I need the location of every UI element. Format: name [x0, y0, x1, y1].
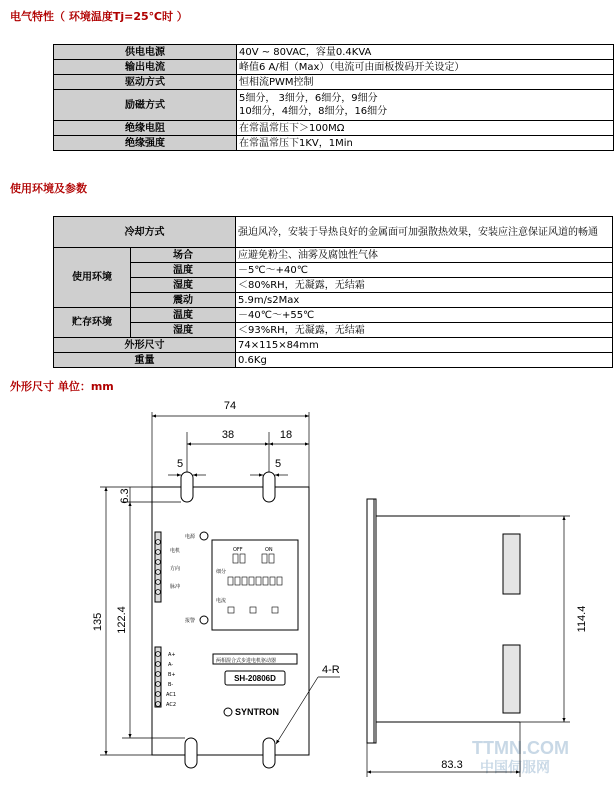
product-desc-label: 两相混合式步进电机驱动器 — [216, 658, 277, 664]
dip-switch-icon — [240, 554, 245, 563]
terminal-label: A- — [168, 662, 174, 668]
mount-slot-top-right — [263, 472, 275, 502]
row-label: 冷却方式 — [54, 217, 236, 248]
table-row — [54, 75, 614, 90]
row-value: 在常温常压下1KV，1Min — [237, 136, 614, 151]
dim-side-height-label: 114.4 — [576, 605, 588, 633]
side-edge — [374, 499, 376, 743]
environment-table — [53, 216, 613, 368]
dip-switch-icon — [256, 577, 261, 585]
row-value: －5℃～+40℃ — [236, 263, 613, 278]
dip-switch-icon — [262, 554, 267, 563]
table-row — [54, 353, 613, 368]
group-label: 使用环境 — [54, 248, 131, 308]
row-label: 驱动方式 — [54, 75, 237, 90]
row-label: 湿度 — [131, 323, 236, 338]
dim-width-label: 74 — [223, 400, 237, 412]
row-label: 供电电源 — [54, 45, 237, 60]
row-label: 绝缘强度 — [54, 136, 237, 151]
row-label: 绝缘电阻 — [54, 121, 237, 136]
watermark-text: TTMN.COM — [472, 738, 569, 758]
row-label: 温度 — [131, 308, 236, 323]
alarm-label: 报警 — [185, 618, 196, 624]
dip-switch-icon — [269, 554, 274, 563]
power-label: 电源 — [185, 534, 196, 540]
pulse-label: 脉冲 — [170, 584, 181, 590]
table-row — [54, 308, 613, 323]
row-label: 湿度 — [131, 278, 236, 293]
row-label: 输出电流 — [54, 60, 237, 75]
watermark-subtext: 中国伺服网 — [480, 759, 550, 775]
table-row — [54, 248, 613, 263]
dip-switch-panel — [212, 540, 298, 630]
table-row — [54, 45, 614, 60]
table-row — [54, 323, 613, 338]
table-row — [54, 60, 614, 75]
dip-switch-icon — [250, 607, 256, 613]
front-view — [152, 472, 309, 768]
dip-switch-icon — [228, 577, 233, 585]
row-label: 外形尺寸 — [54, 338, 236, 353]
dip-switches — [228, 554, 282, 613]
row-value: 40V ~ 80VAC，容量0.4KVA — [237, 45, 614, 60]
side-plate — [367, 499, 374, 743]
row-value: 5.9m/s2Max — [236, 293, 613, 308]
subdiv-label: 细分 — [216, 569, 227, 575]
row-value — [237, 90, 614, 121]
side-connector-top — [503, 534, 520, 594]
row-value: 峰值6 A/相（Max）（电流可由面板拨码开关设定） — [237, 60, 614, 75]
value-line: 10细分，4细分，8细分，16细分 — [239, 106, 388, 117]
dip-switch-icon — [249, 577, 254, 585]
environment-title: 使用环境及参数 — [10, 182, 87, 195]
terminal-label: AC2 — [166, 702, 177, 708]
row-value: 强迫风冷，安装于导热良好的金属面可加强散热效果，安装应注意保证风道的畅通 — [236, 217, 613, 248]
brand-label: SYNTRON — [235, 707, 280, 717]
dip-switch-icon — [233, 554, 238, 563]
dip-switch-icon — [263, 577, 268, 585]
table-row — [54, 293, 613, 308]
electrical-table — [53, 44, 614, 151]
mount-slot-bottom-right — [263, 738, 275, 768]
row-label: 温度 — [131, 263, 236, 278]
table-row — [54, 136, 614, 151]
power-led-icon — [200, 532, 208, 540]
dim-slot-left-label: 5 — [176, 458, 184, 470]
group-label: 贮存环境 — [54, 308, 131, 338]
dimensions-title: 外形尺寸 单位：mm — [10, 380, 114, 393]
terminal-strip-bottom — [155, 647, 161, 707]
table-row — [54, 263, 613, 278]
terminal-label: B- — [168, 682, 174, 688]
row-value: －40℃～+55℃ — [236, 308, 613, 323]
motor-label: 电机 — [170, 548, 181, 554]
alarm-led-icon — [200, 616, 208, 624]
terminal-label: AC1 — [166, 692, 177, 698]
table-row — [54, 338, 613, 353]
terminal-label: B+ — [168, 672, 176, 678]
row-value: ＜80%RH，无凝露，无结霜 — [236, 278, 613, 293]
brand-logo-icon — [224, 708, 232, 716]
table-row — [54, 217, 613, 248]
dim-right-offset-label: 18 — [279, 429, 293, 441]
row-label: 震动 — [131, 293, 236, 308]
model-label: SH-20806D — [234, 674, 276, 683]
dimension-drawing — [0, 392, 614, 786]
row-label: 重量 — [54, 353, 236, 368]
row-value: 74×115×84mm — [236, 338, 613, 353]
dim-top-offset-label: 6.3 — [119, 488, 131, 504]
value-line: 5细分， 3细分，6细分，9细分 — [239, 93, 378, 104]
mount-slot-bottom-left — [185, 738, 197, 768]
table-row — [54, 278, 613, 293]
dim-height-total-label: 135 — [92, 612, 104, 632]
row-label: 场合 — [131, 248, 236, 263]
row-value: 恒相流PWM控制 — [237, 75, 614, 90]
corner-radius-label: 4-R — [322, 664, 340, 676]
row-value: 0.6Kg — [236, 353, 613, 368]
leader-line — [276, 677, 318, 744]
dim-depth-label: 83.3 — [441, 759, 463, 771]
side-view — [367, 499, 520, 743]
on-label: ON — [265, 547, 273, 553]
row-value: 应避免粉尘、油雾及腐蚀性气体 — [236, 248, 613, 263]
dip-switch-icon — [235, 577, 240, 585]
dip-switch-icon — [242, 577, 247, 585]
row-value: ＜93%RH，无凝露，无结霜 — [236, 323, 613, 338]
dip-switch-icon — [228, 607, 234, 613]
dip-switch-icon — [270, 577, 275, 585]
table-row — [54, 121, 614, 136]
mount-slot-top-left — [181, 472, 193, 502]
current-label: 电流 — [216, 598, 227, 604]
terminal-label: A+ — [168, 652, 176, 658]
dim-hole-spacing-label: 38 — [221, 429, 235, 441]
electrical-title: 电气特性（ 环境温度Tj=25℃时 ） — [10, 10, 188, 23]
row-label: 励磁方式 — [54, 90, 237, 121]
dip-switch-icon — [272, 607, 278, 613]
direction-label: 方向 — [170, 566, 181, 572]
side-connector-bottom — [503, 645, 520, 713]
table-row — [54, 90, 614, 121]
off-label: OFF — [233, 547, 243, 553]
dim-height-inner-label: 122.4 — [116, 606, 128, 634]
dim-slot-right-label: 5 — [274, 458, 282, 470]
dip-switch-icon — [277, 577, 282, 585]
row-value: 在常温常压下＞100MΩ — [237, 121, 614, 136]
